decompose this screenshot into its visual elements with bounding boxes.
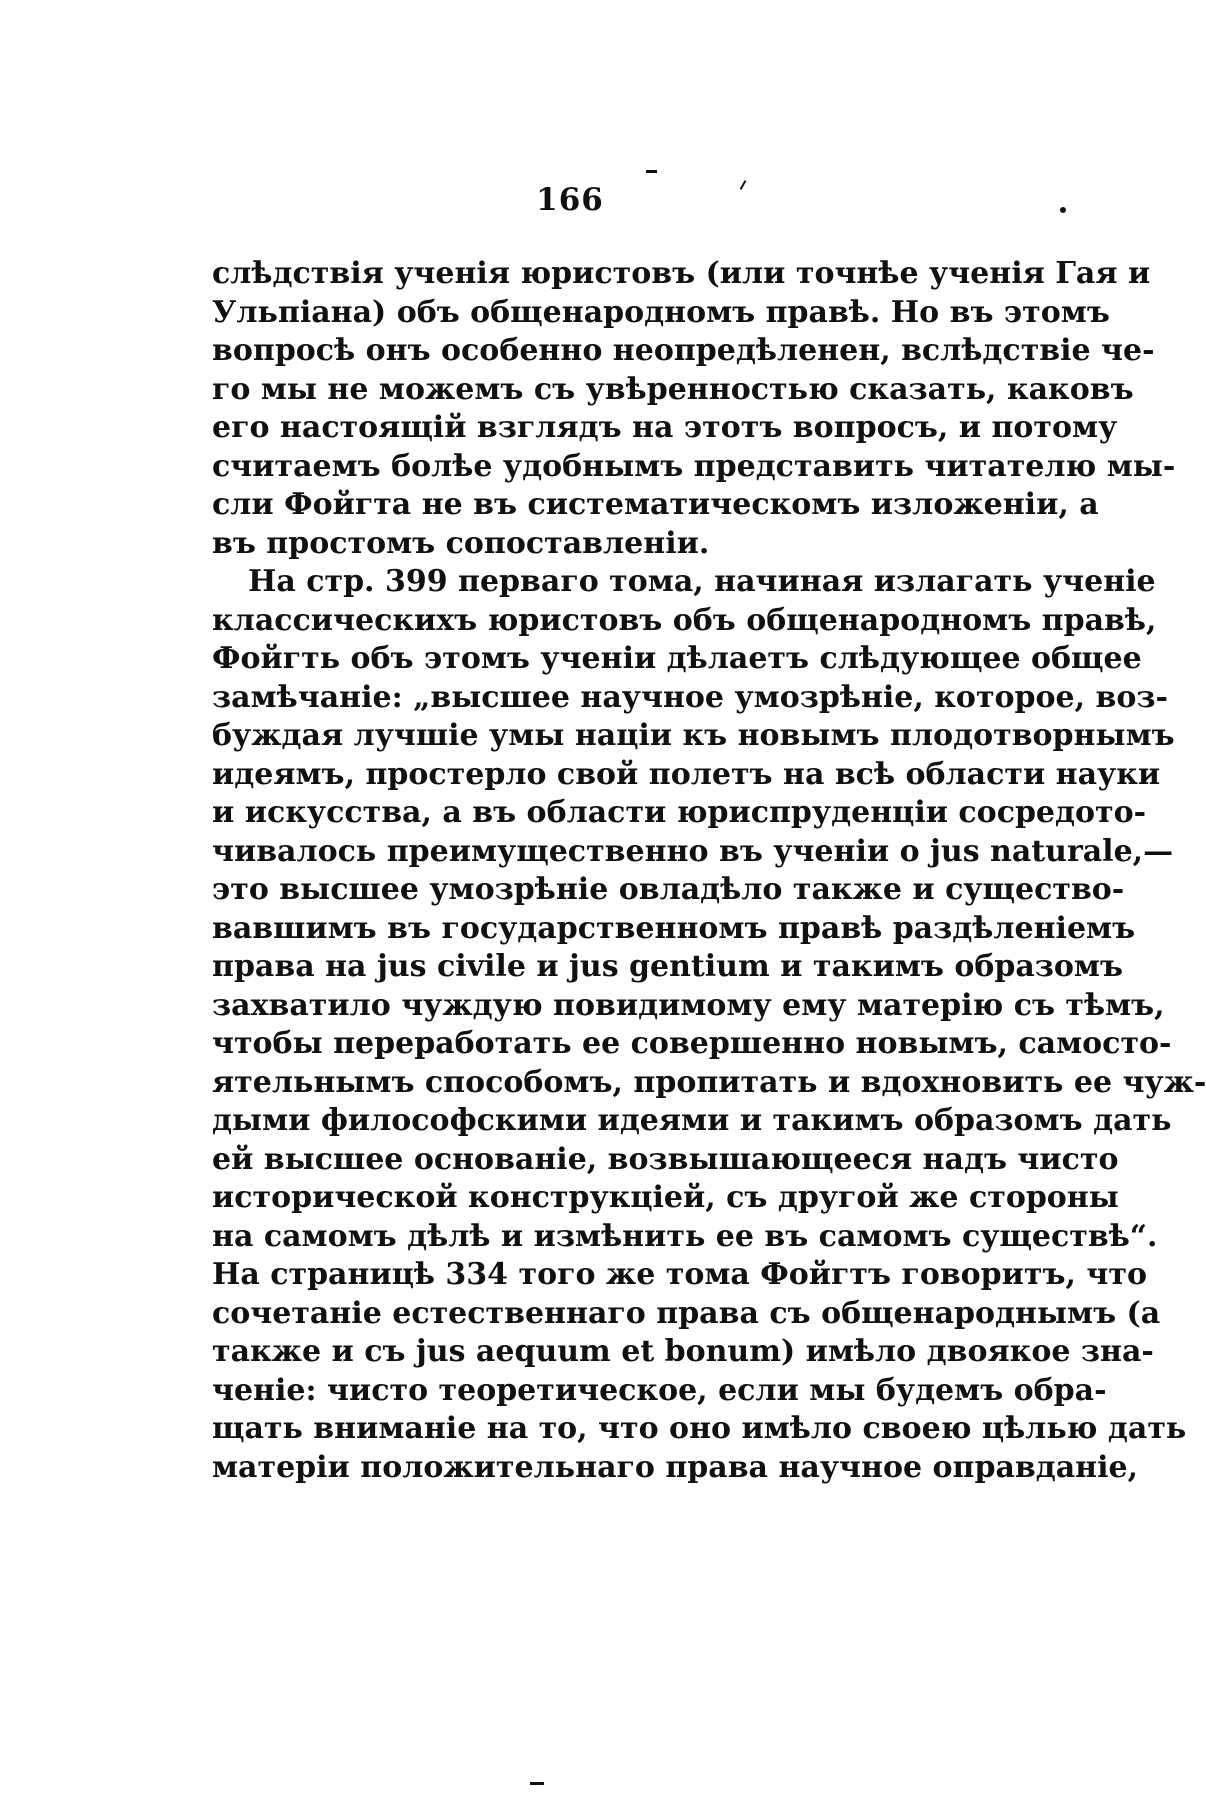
- text-line: слѣдствія ученія юристовъ (или точнѣе ученія Гая и: [212, 256, 1151, 291]
- text-line: вавшимъ въ государственномъ правѣ раздѣленіемъ: [212, 910, 1136, 946]
- body-text: [212, 255, 1206, 1487]
- text-line: права на jus civile и jus gentium и такимъ образомъ: [212, 949, 1124, 984]
- text-line: ченіе: чисто теоретическое, если мы будемъ обра-: [212, 1372, 1107, 1408]
- text-line: и искусства, а въ области юриспруденціи сосредото-: [212, 795, 1147, 830]
- text-line: чтобы переработать ее совершенно новымъ, самосто-: [212, 1026, 1172, 1061]
- text-line: его настоящій взглядъ на этотъ вопросъ, и потому: [212, 410, 1118, 445]
- text-line: сочетаніе естественнаго права съ общенароднымъ (а: [212, 1295, 1161, 1331]
- text-line: ей высшее основаніе, возвышающееся надъ чисто: [212, 1141, 1119, 1177]
- print-mark: [646, 170, 657, 173]
- text-line: Ульпіана) объ общенародномъ правѣ. Но въ этомъ: [212, 294, 1110, 330]
- text-line: исторической конструкціей, съ другой же стороны: [212, 1180, 1119, 1215]
- text-line: сли Фойгта не въ систематическомъ изложеніи, а: [212, 487, 1099, 522]
- text-line: щать вниманіе на то, что оно имѣло своею цѣлью дать: [212, 1411, 1187, 1446]
- text-line: На стр. 399 перваго тома, начиная излагать ученіе: [248, 564, 1156, 599]
- text-line: буждая лучшіе умы націи къ новымъ плодотворнымъ: [212, 718, 1175, 753]
- print-mark: [530, 1782, 544, 1785]
- text-line: матеріи положительнаго права научное оправданіе,: [212, 1449, 1139, 1485]
- text-line: на самомъ дѣлѣ и измѣнить ее въ самомъ существѣ“.: [212, 1218, 1158, 1254]
- text-line: это высшее умозрѣніе овладѣло также и существо-: [212, 872, 1125, 907]
- text-line: го мы не можемъ съ увѣренностью сказать, каковъ: [212, 371, 1134, 407]
- text-line: идеямъ, простерло свой полетъ на всѣ области науки: [212, 756, 1161, 792]
- text-line: вопросѣ онъ особенно неопредѣленен, вслѣдствіе че-: [212, 333, 1155, 368]
- text-line: дыми философскими идеями и такимъ образомъ дать: [212, 1103, 1172, 1138]
- text-line: классическихъ юристовъ объ общенародномъ правѣ,: [212, 602, 1157, 638]
- text-line: Фойгть объ этомъ ученіи дѣлаетъ слѣдующее общее: [212, 641, 1142, 676]
- text-line: замѣчаніе: „высшее научное умозрѣніе, которое, воз-: [212, 679, 1168, 715]
- text-line: На страницѣ 334 того же тома Фойгтъ говоритъ, что: [212, 1257, 1147, 1292]
- page-number: 166: [536, 182, 604, 218]
- text-line: также и съ jus aequum et bonum) имѣло двоякое зна-: [212, 1334, 1154, 1369]
- text-line: ятельнымъ способомъ, пропитать и вдохновить ее чуж-: [212, 1064, 1206, 1100]
- text-line: чивалось преимущественно въ ученіи о jus naturale,—: [212, 833, 1174, 869]
- text-line: считаемъ болѣе удобнымъ представить читателю мы-: [212, 448, 1176, 484]
- text-line: въ простомъ сопоставленіи.: [212, 525, 710, 561]
- text-line: захватило чуждую повидимому ему матерію съ тѣмъ,: [212, 987, 1165, 1023]
